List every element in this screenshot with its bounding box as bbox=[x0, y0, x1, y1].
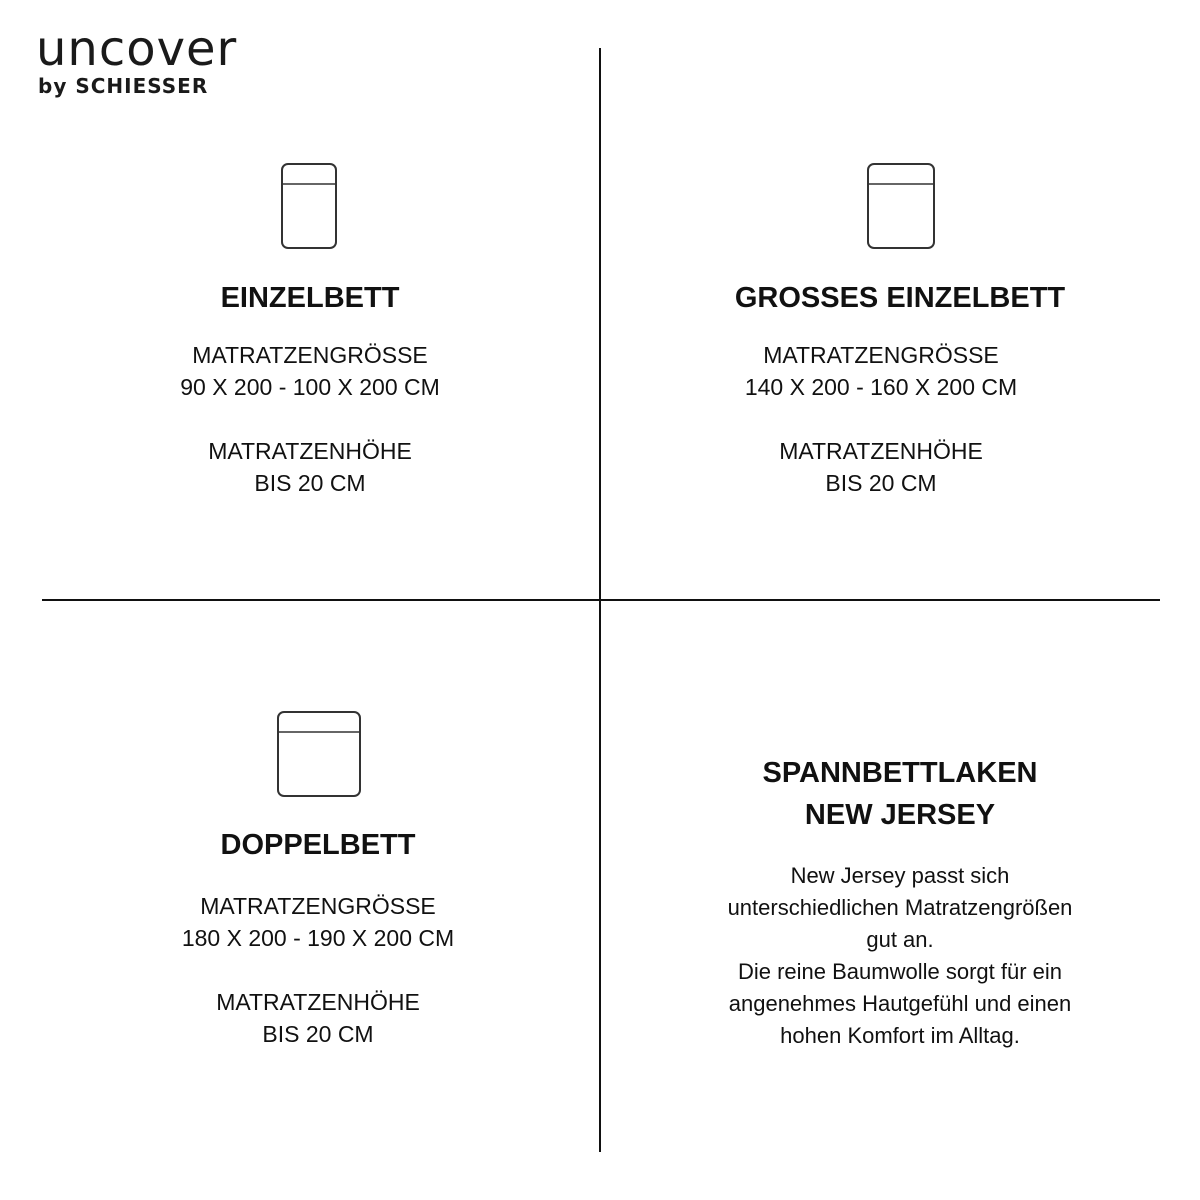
product-description-line: Die reine Baumwolle sorgt für ein bbox=[737, 959, 1063, 984]
product-title-line1: SPANNBETTLAKEN bbox=[762, 757, 1038, 789]
product-description-line: New Jersey passt sich bbox=[790, 863, 1010, 888]
product-description-line: angenehmes Hautgefühl und einen bbox=[728, 991, 1072, 1016]
mattress-height-value: BIS 20 CM bbox=[254, 470, 366, 496]
mattress-height-value: BIS 20 CM bbox=[825, 470, 937, 496]
section-product-info bbox=[620, 752, 1180, 1052]
brand-logo bbox=[36, 21, 238, 98]
mattress-size-label: MATRATZENGRÖSSE bbox=[200, 893, 436, 919]
mattress-size-value: 140 X 200 - 160 X 200 CM bbox=[744, 374, 1018, 400]
mattress-height-value: BIS 20 CM bbox=[262, 1021, 374, 1047]
section-doppelbett bbox=[38, 710, 598, 1050]
mattress-height-label: MATRATZENHÖHE bbox=[208, 438, 412, 464]
horizontal-divider bbox=[42, 599, 1160, 601]
section-grosses-einzelbett bbox=[620, 162, 1180, 499]
mattress-size-value: 180 X 200 - 190 X 200 CM bbox=[181, 925, 455, 951]
product-description-line: gut an. bbox=[866, 927, 934, 952]
product-description-line: hohen Komfort im Alltag. bbox=[780, 1023, 1020, 1048]
large-single-bed-icon bbox=[866, 162, 938, 252]
single-bed-icon bbox=[280, 162, 340, 252]
product-title-line2: NEW JERSEY bbox=[804, 799, 996, 831]
section-title: DOPPELBETT bbox=[220, 829, 416, 861]
product-description-line: unterschiedlichen Matratzengrößen bbox=[727, 895, 1073, 920]
section-einzelbett bbox=[30, 162, 590, 499]
mattress-height-label: MATRATZENHÖHE bbox=[216, 989, 420, 1015]
section-title: EINZELBETT bbox=[220, 282, 400, 314]
mattress-height-label: MATRATZENHÖHE bbox=[779, 438, 983, 464]
section-title: GROSSES EINZELBETT bbox=[734, 282, 1066, 314]
mattress-size-label: MATRATZENGRÖSSE bbox=[763, 342, 999, 368]
mattress-size-value: 90 X 200 - 100 X 200 CM bbox=[180, 374, 440, 400]
mattress-size-label: MATRATZENGRÖSSE bbox=[192, 342, 428, 368]
double-bed-icon bbox=[276, 710, 364, 800]
brand-byline: by SCHIESSER bbox=[38, 74, 209, 98]
brand-wordmark: uncover bbox=[36, 21, 238, 77]
